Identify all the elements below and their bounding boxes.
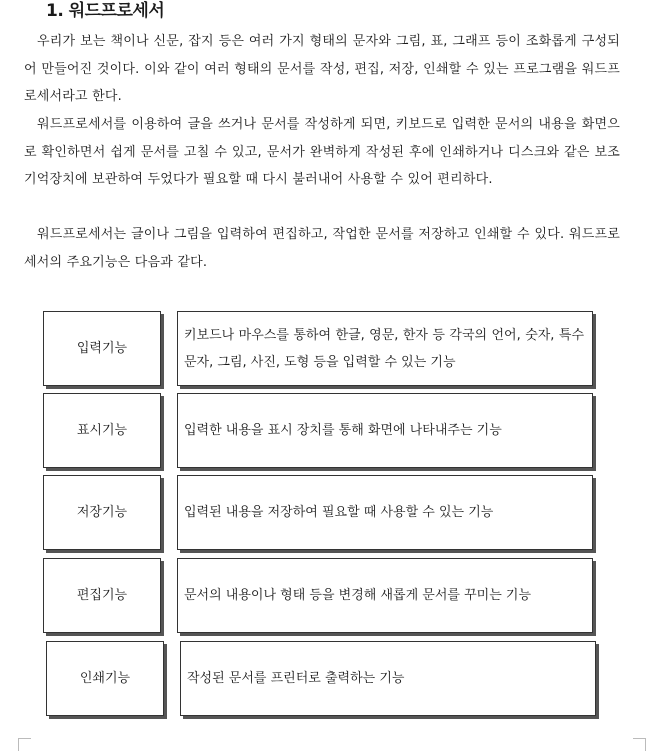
paragraph-functions-intro bbox=[24, 221, 620, 276]
function-desc-edit: 문서의 내용이나 형태 등을 변경해 새롭게 문서를 꾸미는 기능 bbox=[177, 558, 593, 633]
function-desc-save: 입력된 내용을 저장하여 필요할 때 사용할 수 있는 기능 bbox=[177, 475, 593, 550]
heading: 1. 워드프로세서 bbox=[46, 1, 165, 21]
function-label-edit: 편집기능 bbox=[43, 558, 161, 633]
function-label-print: 인쇄기능 bbox=[46, 641, 164, 716]
paragraph-functions-intro-text: 워드프로세서는 글이나 그림을 입력하여 편집하고, 작업한 문서를 저장하고 인쇄할 수 있다. 워드프로세서의 주요기능은 다음과 같다. bbox=[24, 227, 620, 270]
paragraph-usage bbox=[24, 111, 620, 194]
function-label-save: 저장기능 bbox=[43, 475, 161, 550]
paragraph-intro bbox=[24, 28, 620, 111]
paragraph-intro-text: 우리가 보는 책이나 신문, 잡지 등은 여러 가지 형태의 문자와 그림, 표, 그래프 등이 조화롭게 구성되어 만들어진 것이다. 이와 같이 여러 형태의 문서를 작성, 편집, 저장, 인쇄할 수 있는 프로그램을 워드프로세서라고 한다. bbox=[24, 34, 620, 104]
function-label-display: 표시기능 bbox=[43, 393, 161, 468]
function-desc-display: 입력한 내용을 표시 장치를 통해 화면에 나타내주는 기능 bbox=[177, 393, 593, 468]
page-corner-mark-right bbox=[633, 738, 646, 751]
function-desc-input: 키보드나 마우스를 통하여 한글, 영문, 한자 등 각국의 언어, 숫자, 특수문자, 그림, 사진, 도형 등을 입력할 수 있는 기능 bbox=[177, 311, 593, 386]
function-label-input: 입력기능 bbox=[43, 311, 161, 386]
paragraph-usage-text: 워드프로세서를 이용하여 글을 쓰거나 문서를 작성하게 되면, 키보드로 입력한 문서의 내용을 화면으로 확인하면서 쉽게 문서를 고칠 수 있고, 문서가 완벽하게 작성된 후에 인쇄하거나 디스크와 같은 보조기억장치에 보관하여 두었다가 필요할 때 다시 불러내어 사용할 수 있어 편리하다. bbox=[24, 117, 620, 187]
page-corner-mark-left bbox=[18, 738, 31, 751]
function-desc-print: 작성된 문서를 프린터로 출력하는 기능 bbox=[180, 641, 596, 716]
